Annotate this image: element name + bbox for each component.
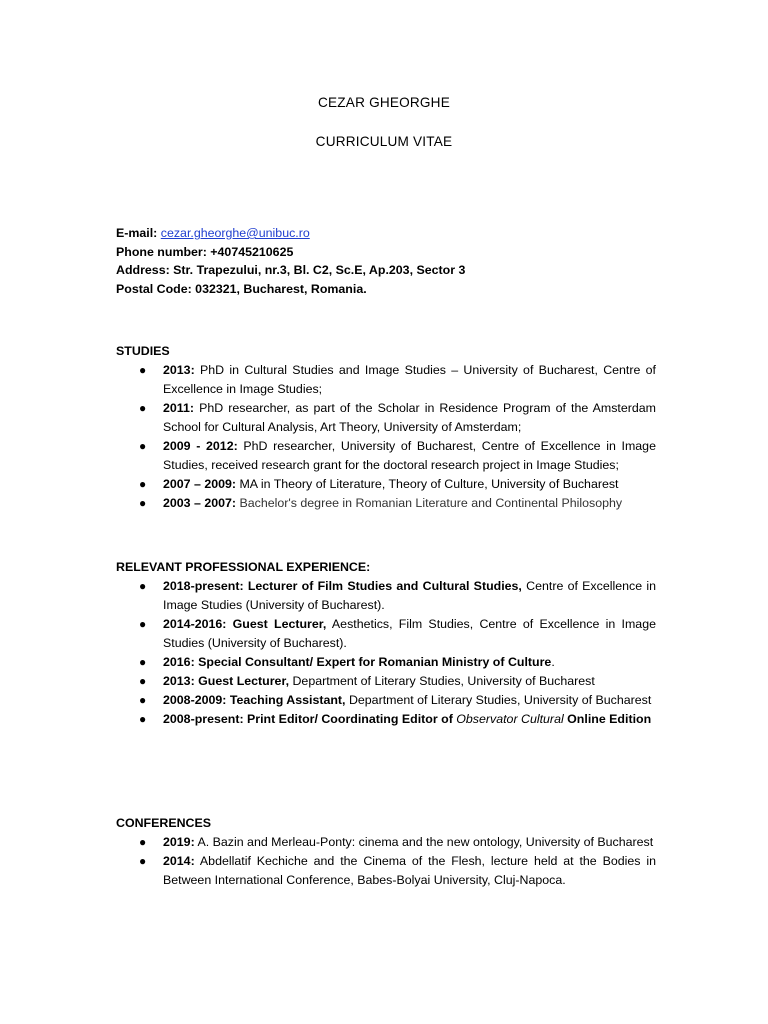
bullet-icon: ● xyxy=(139,712,147,726)
bullet-icon: ● xyxy=(139,674,147,688)
list-item: ● 2008-2009: Teaching Assistant, Department of Literary Studies, University of Bucharest xyxy=(116,691,656,710)
experience-heading: RELEVANT PROFESSIONAL EXPERIENCE: xyxy=(116,560,371,574)
bullet-icon: ● xyxy=(139,363,147,377)
address-line: Address: Str. Trapezului, nr.3, Bl. C2, Sc.E, Ap.203, Sector 3 xyxy=(116,263,466,277)
bullet-icon: ● xyxy=(139,617,147,631)
conferences-section xyxy=(116,814,656,890)
bullet-icon: ● xyxy=(139,439,147,453)
email-link[interactable]: cezar.gheorghe@unibuc.ro xyxy=(160,226,310,240)
bullet-icon: ● xyxy=(139,401,147,415)
postal-line: Postal Code: 032321, Bucharest, Romania. xyxy=(116,281,367,296)
studies-heading: STUDIES xyxy=(116,344,170,358)
list-item: ● 2008-present: Print Editor/ Coordinating Editor of Observator Cultural Online Edition xyxy=(116,710,656,729)
list-item: ● 2014-2016: Guest Lecturer, Aesthetics, Film Studies, Centre of Excellence in Image Studies (University of Bucharest). xyxy=(139,617,656,650)
list-item: ● 2018-present: Lecturer of Film Studies and Cultural Studies, Centre of Excellence in Image Studies (University of Bucharest). xyxy=(139,579,656,612)
list-item: ● 2003 – 2007: Bachelor's degree in Romanian Literature and Continental Philosophy xyxy=(116,494,656,513)
cv-name: CEZAR GHEORGHE xyxy=(318,95,450,110)
list-item: ● 2013: PhD in Cultural Studies and Image Studies – University of Bucharest, Centre of Excellence in Image Studies; xyxy=(139,363,657,396)
studies-section xyxy=(116,342,656,513)
contact-block xyxy=(116,224,656,298)
conferences-list xyxy=(116,833,656,890)
email-line xyxy=(116,224,656,243)
cv-title: CURRICULUM VITAE xyxy=(315,134,453,149)
bullet-icon: ● xyxy=(139,854,147,868)
bullet-icon: ● xyxy=(139,835,147,849)
list-item: ● 2007 – 2009: MA in Theory of Literature, Theory of Culture, University of Bucharest xyxy=(116,475,656,494)
experience-list xyxy=(116,577,656,729)
conferences-heading: CONFERENCES xyxy=(116,816,212,830)
list-item: ● 2013: Guest Lecturer, Department of Literary Studies, University of Bucharest xyxy=(116,672,656,691)
list-item: ● 2019: A. Bazin and Merleau-Ponty: cinema and the new ontology, University of Bucharest xyxy=(116,833,656,852)
list-item: ● 2016: Special Consultant/ Expert for Romanian Ministry of Culture. xyxy=(116,653,656,672)
bullet-icon: ● xyxy=(139,477,147,491)
bullet-icon: ● xyxy=(139,655,147,669)
bullet-icon: ● xyxy=(139,496,147,510)
bullet-icon: ● xyxy=(139,579,147,593)
list-item: ● 2011: PhD researcher, as part of the Scholar in Residence Program of the Amsterdam School for Cultural Analysis, Art Theory, University of Amsterdam; xyxy=(139,401,656,434)
list-item: ● 2009 - 2012: PhD researcher, University of Bucharest, Centre of Excellence in Image Studies, received research grant for the doctoral research project in Image Studies; xyxy=(139,439,656,472)
experience-section xyxy=(116,558,656,729)
list-item: ● 2014: Abdellatif Kechiche and the Cinema of the Flesh, lecture held at the Bodies in Between International Conference, Babes-Bolyai University, Cluj-Napoca. xyxy=(139,854,657,887)
studies-list xyxy=(116,361,656,513)
email-label: E-mail: xyxy=(116,226,158,240)
phone-line: Phone number: +40745210625 xyxy=(116,244,294,259)
bullet-icon: ● xyxy=(139,693,147,707)
